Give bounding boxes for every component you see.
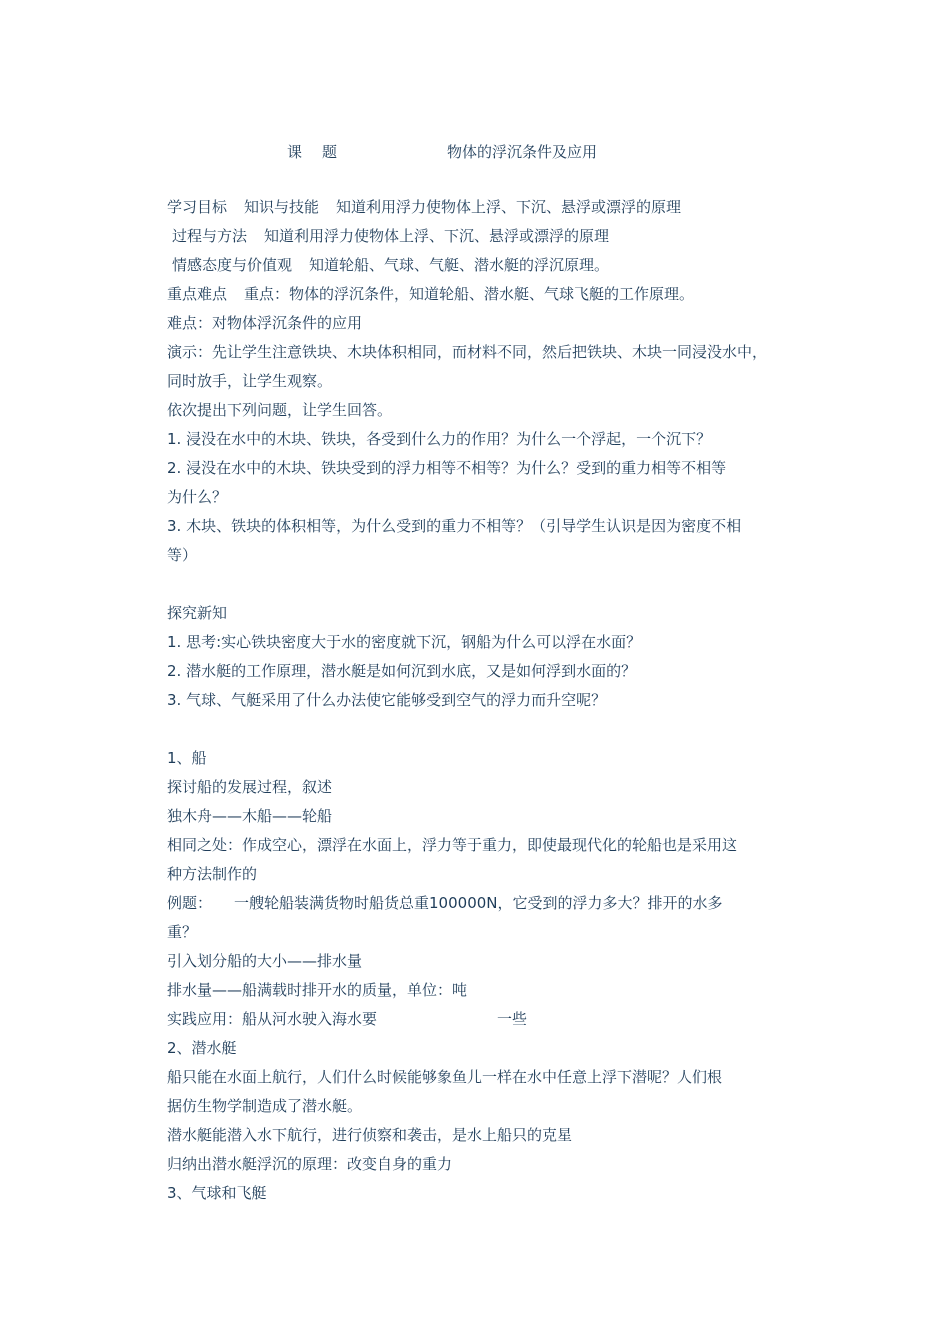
page-title: 物体的浮沉条件及应用 bbox=[447, 143, 598, 161]
balloon-heading: 3、气球和飞艇 bbox=[167, 1184, 267, 1202]
document-body bbox=[167, 193, 792, 1208]
demo-line-1: 演示：先让学生注意铁块、木块体积相同，而材料不同，然后把铁块、木块一同浸没水中， bbox=[167, 343, 768, 361]
explore-item-3: 3. 气球、气艇采用了什么办法使它能够受到空气的浮力而升空呢？ bbox=[167, 691, 607, 709]
question-3-line-1: 3. 木块、铁块的体积相等，为什么受到的重力不相等？（引导学生认识是因为密度不相 bbox=[167, 517, 742, 535]
ship-line-3b: 种方法制作的 bbox=[167, 865, 258, 883]
practice-text: 实践应用：船从河水驶入海水要 bbox=[167, 1010, 378, 1028]
ship-line-2: 独木舟——木船——轮船 bbox=[167, 807, 333, 825]
example-label: 例题： bbox=[167, 894, 213, 912]
key-text: 重点：物体的浮沉条件，知道轮船、潜水艇、气球飞艇的工作原理。 bbox=[244, 285, 695, 303]
question-3-line-2: 等） bbox=[167, 546, 198, 564]
explore-item-2: 2. 潜水艇的工作原理，潜水艇是如何沉到水底，又是如何浮到水面的？ bbox=[167, 662, 637, 680]
process-text: 知道利用浮力使物体上浮、下沉、悬浮或漂浮的原理 bbox=[264, 227, 610, 245]
attitude-label: 情感态度与价值观 bbox=[172, 256, 293, 274]
ship-line-6: 排水量——船满载时排开水的质量，单位：吨 bbox=[167, 981, 468, 999]
title-row bbox=[0, 141, 950, 165]
knowledge-text: 知道利用浮力使物体上浮、下沉、悬浮或漂浮的原理 bbox=[336, 198, 682, 216]
demo-line-2: 同时放手，让学生观察。 bbox=[167, 372, 333, 390]
ship-line-3a: 相同之处：作成空心，漂浮在水面上，浮力等于重力，即使最现代化的轮船也是采用这 bbox=[167, 836, 738, 854]
question-2-line-1: 2. 浸没在水中的木块、铁块受到的浮力相等不相等？为什么？受到的重力相等不相等 bbox=[167, 459, 727, 477]
ship-practice-line bbox=[167, 1005, 792, 1034]
demo-intro: 依次提出下列问题，让学生回答。 bbox=[167, 401, 393, 419]
submarine-line-2: 潜水艇能潜入水下航行，进行侦察和袭击，是水上船只的克星 bbox=[167, 1126, 573, 1144]
knowledge-label: 知识与技能 bbox=[244, 198, 320, 216]
example-text: 一艘轮船装满货物时船货总重100000N，它受到的浮力多大？排开的水多 bbox=[234, 894, 723, 912]
goals-label: 学习目标 bbox=[167, 198, 228, 216]
ship-heading: 1、船 bbox=[167, 749, 207, 767]
spacer bbox=[167, 570, 792, 599]
ship-example-line-1 bbox=[167, 889, 792, 918]
explore-item-1: 1. 思考:实心铁块密度大于水的密度就下沉，钢船为什么可以浮在水面？ bbox=[167, 633, 642, 651]
submarine-line-3: 归纳出潜水艇浮沉的原理：改变自身的重力 bbox=[167, 1155, 453, 1173]
process-label: 过程与方法 bbox=[172, 227, 248, 245]
difficult-line: 难点：对物体浮沉条件的应用 bbox=[167, 314, 363, 332]
keypoints-label: 重点难点 bbox=[167, 285, 228, 303]
submarine-line-1a: 船只能在水面上航行，人们什么时候能够象鱼儿一样在水中任意上浮下潜呢？人们根 bbox=[167, 1068, 723, 1086]
keypoints-line bbox=[167, 280, 792, 309]
goal-knowledge-line bbox=[167, 193, 792, 222]
ship-example-line-2: 重？ bbox=[167, 923, 198, 941]
goal-attitude-line bbox=[167, 251, 792, 280]
question-1: 1. 浸没在水中的木块、铁块，各受到什么力的作用？为什么一个浮起，一个沉下？ bbox=[167, 430, 712, 448]
ship-line-5: 引入划分船的大小——排水量 bbox=[167, 952, 363, 970]
topic-label: 课题 bbox=[287, 143, 358, 161]
submarine-heading: 2、潜水艇 bbox=[167, 1039, 237, 1057]
explore-heading: 探究新知 bbox=[167, 604, 228, 622]
submarine-line-1b: 据仿生物学制造成了潜水艇。 bbox=[167, 1097, 363, 1115]
attitude-text: 知道轮船、气球、气艇、潜水艇的浮沉原理。 bbox=[309, 256, 610, 274]
practice-tail: 一些 bbox=[497, 1010, 528, 1028]
goal-process-line bbox=[167, 222, 792, 251]
ship-line-1: 探讨船的发展过程，叙述 bbox=[167, 778, 333, 796]
spacer bbox=[167, 715, 792, 744]
question-2-line-2: 为什么？ bbox=[167, 488, 228, 506]
